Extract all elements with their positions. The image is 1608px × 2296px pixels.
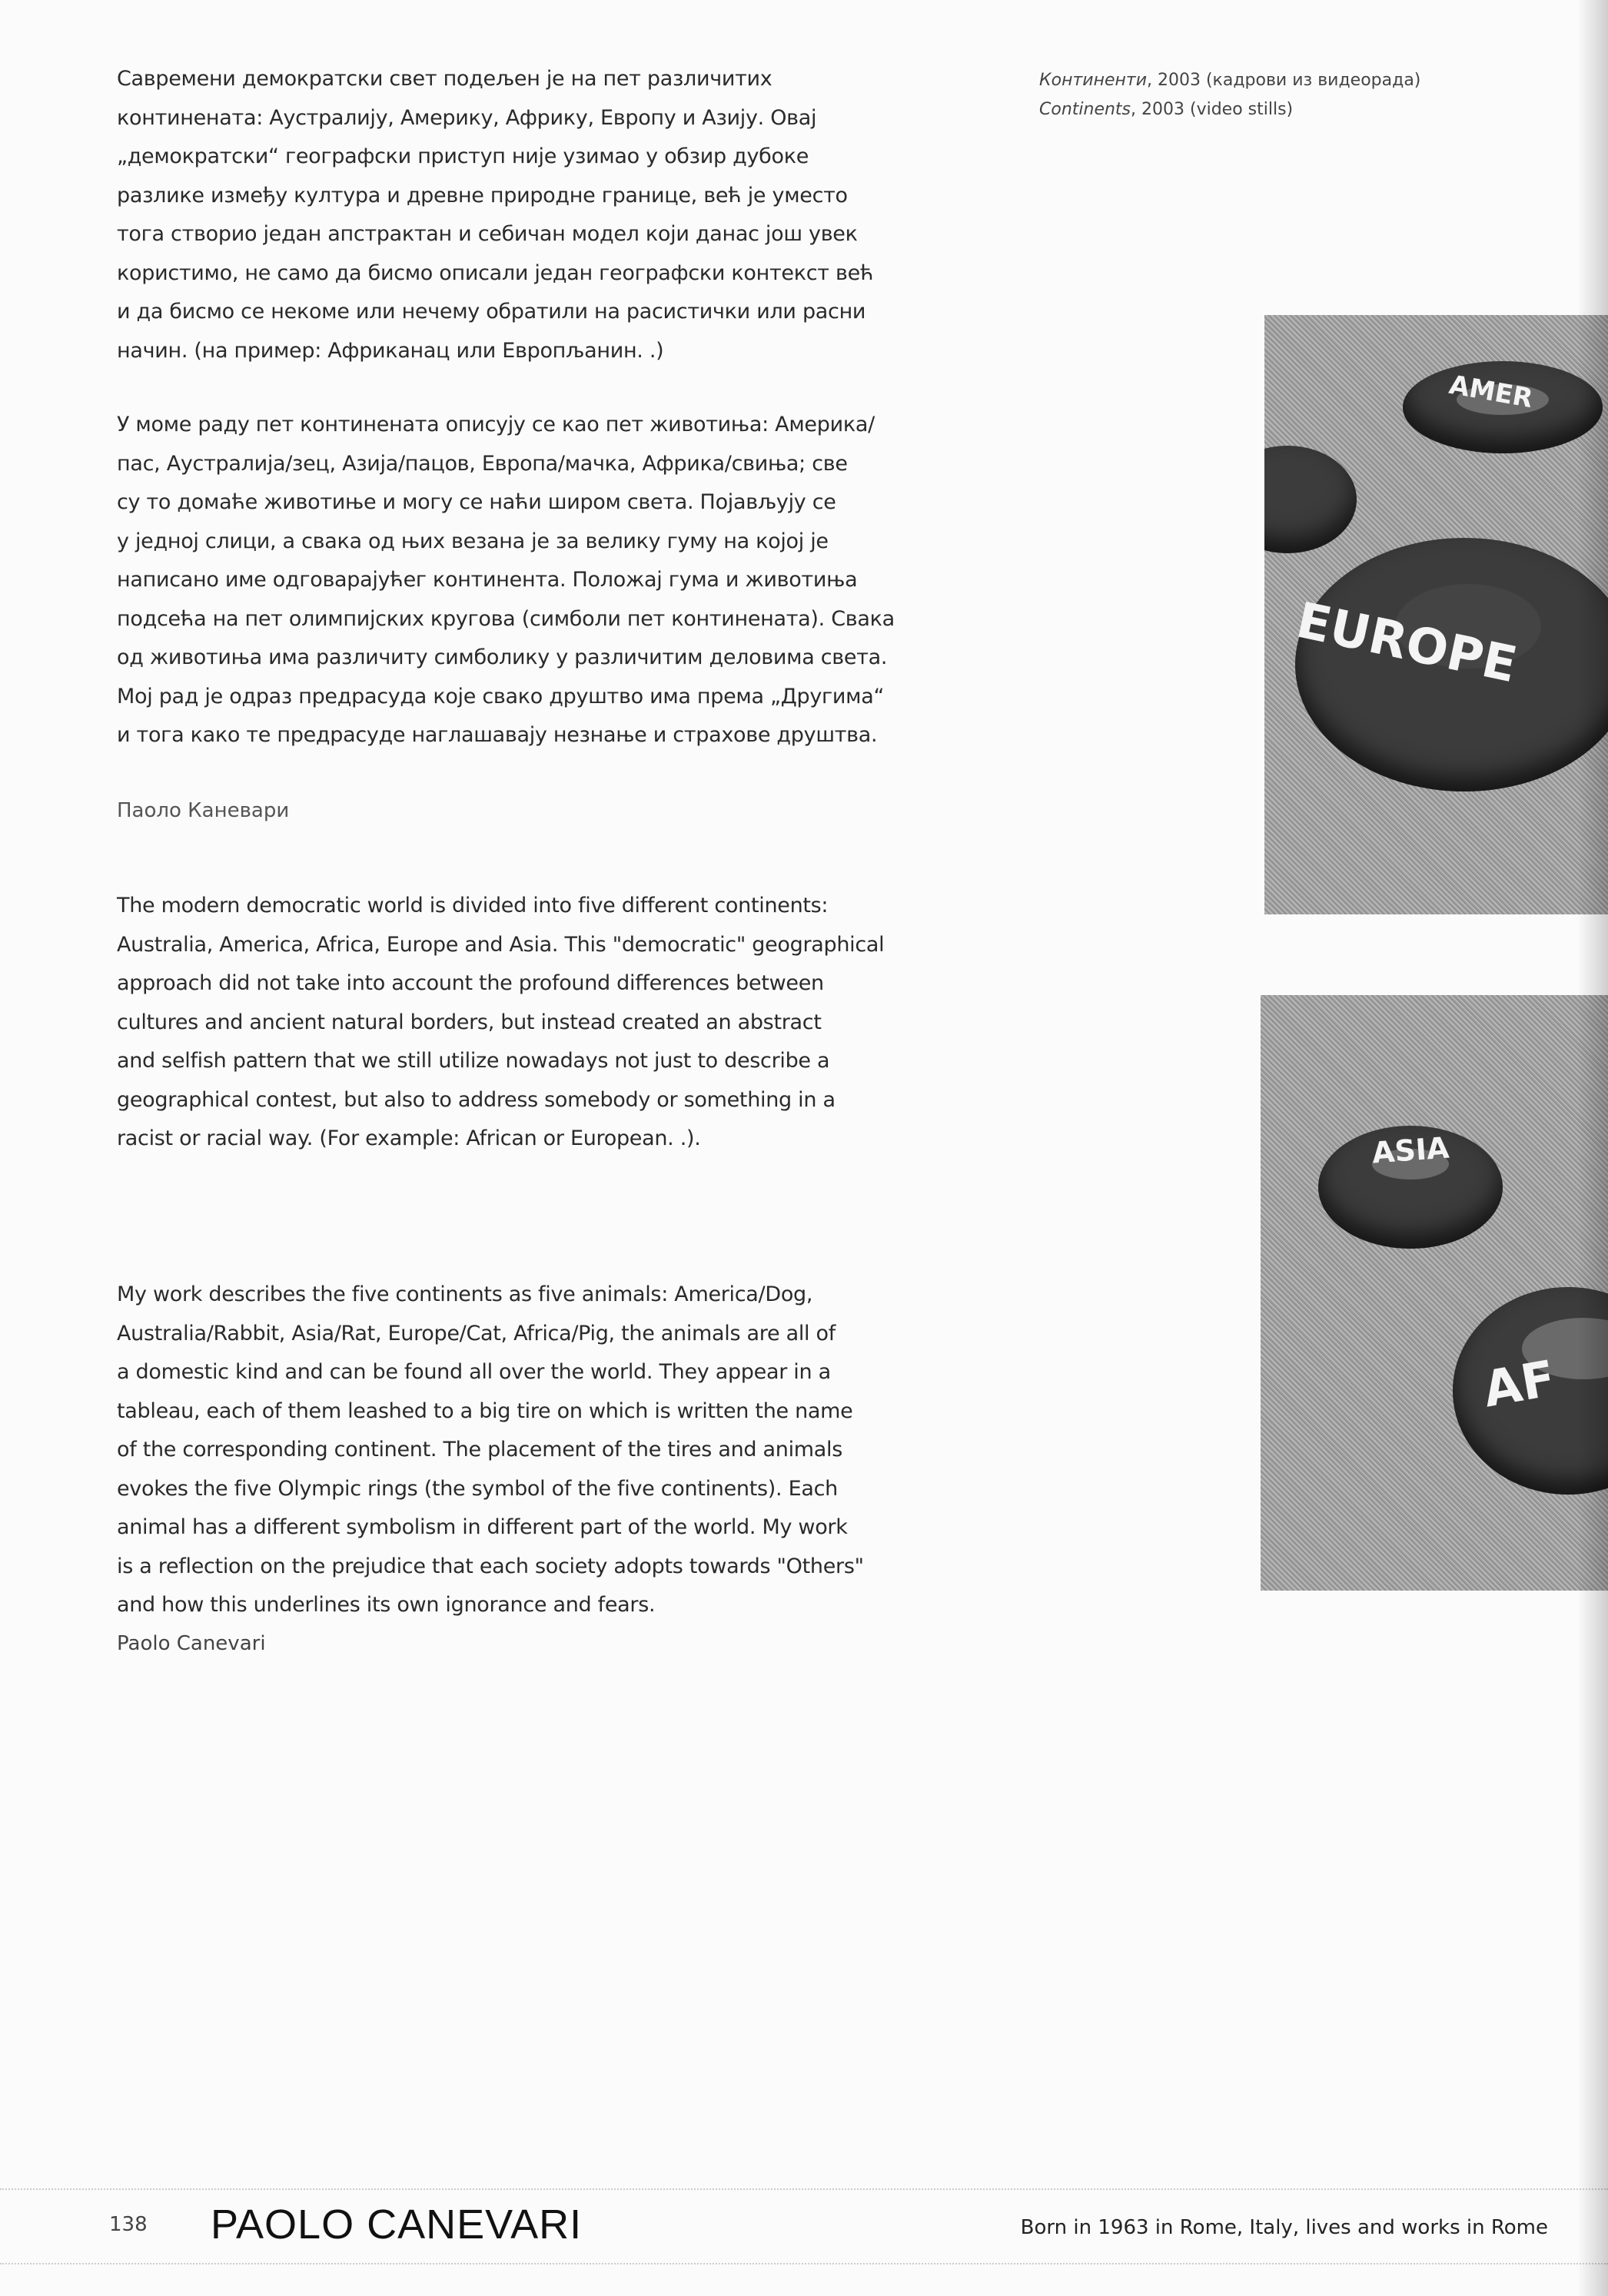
text-line: Australia/Rabbit, Asia/Rat, Europe/Cat, Africa/Pig, the animals are all of xyxy=(117,1321,836,1345)
text-line: of the corresponding continent. The placement of the tires and animals xyxy=(117,1438,843,1462)
english-paragraph-1 xyxy=(117,887,884,1159)
text-line: Савремени демократски свет подељен је на пет различитих xyxy=(117,67,772,91)
text-line: Australia, America, Africa, Europe and Asia. This "democratic" geographical xyxy=(117,932,885,957)
text-line: a domestic kind and can be found all over the world. They appear in a xyxy=(117,1360,831,1384)
tire-label: AF xyxy=(1479,1350,1560,1419)
text-line: „демократски“ географски приступ није узимао у обзир дубоке xyxy=(117,144,809,168)
caption-serbian-rest: , 2003 (кадрови из видеорада) xyxy=(1147,71,1421,90)
text-line: racist or racial way. (For example: African or European. .). xyxy=(117,1126,701,1150)
artist-bio: Born in 1963 in Rome, Italy, lives and works in Rome xyxy=(1020,2216,1548,2239)
text-line: The modern democratic world is divided into five different continents: xyxy=(117,894,829,917)
caption-english-rest: , 2003 (video stills) xyxy=(1131,100,1294,119)
text-line: My work describes the five continents as five animals: America/Dog, xyxy=(117,1282,813,1306)
text-line: подсећа на пет олимпијских кругова (симболи пет континената). Свака xyxy=(117,606,895,631)
tire-label: EUROPE xyxy=(1291,592,1522,695)
text-line: разлике између култура и древне природне границе, већ је уместо xyxy=(117,183,848,207)
text-line: написано име одговарајућег континента. Положај гума и животиња xyxy=(117,568,858,592)
tire-label: ASIA xyxy=(1370,1130,1450,1170)
serbian-paragraph-2 xyxy=(117,406,895,755)
text-line: is a reflection on the prejudice that each society adopts towards "Others" xyxy=(117,1554,864,1578)
text-line: Мој рад је одраз предрасуда које свако друштво има према „Другима“ xyxy=(117,684,885,708)
artist-name: PAOLO CANEVARI xyxy=(211,2201,583,2248)
text-line: користимо, не само да бисмо описали један географски контекст већ xyxy=(117,260,874,285)
text-line: approach did not take into account the profound differences between xyxy=(117,971,824,995)
tire xyxy=(1264,446,1357,553)
tire xyxy=(1291,538,1608,791)
video-still-2 xyxy=(1261,995,1608,1591)
footer-rule-top xyxy=(0,2188,1608,2190)
tire xyxy=(1318,1126,1503,1249)
text-line: и да бисмо се некоме или нечему обратили на расистички или расни xyxy=(117,300,866,323)
caption-english-title: Continents xyxy=(1039,100,1131,119)
footer-rule-bottom xyxy=(0,2263,1608,2264)
image-caption xyxy=(1039,66,1420,124)
text-line: и тога како те предрасуде наглашавају незнање и страхове друштва. xyxy=(117,723,878,747)
text-line: пас, Аустралија/зец, Азија/пацов, Европа/мачка, Африка/свиња; све xyxy=(117,451,848,476)
text-line: animal has a different symbolism in different part of the world. My work xyxy=(117,1515,848,1539)
text-line: тога створио један апстрактан и себичан модел који данас још увек xyxy=(117,222,858,246)
text-line: and how this underlines its own ignorance and fears. xyxy=(117,1593,656,1617)
text-line: начин. (на пример: Африканац или Европљанин. .) xyxy=(117,338,664,363)
video-still-1 xyxy=(1264,315,1608,914)
text-line: tableau, each of them leashed to a big tire on which is written the name xyxy=(117,1399,853,1423)
text-line: and selfish pattern that we still utilize nowadays not just to describe a xyxy=(117,1049,830,1073)
text-line: од животиња има различиту симболику у различитим деловима света. xyxy=(117,645,888,669)
text-line: cultures and ancient natural borders, but instead created an abstract xyxy=(117,1010,822,1034)
text-line: evokes the five Olympic rings (the symbol of the five continents). Each xyxy=(117,1476,838,1501)
text-line: континената: Аустралију, Америку, Африку, Европу и Азију. Овај xyxy=(117,105,817,130)
page-fold-shadow xyxy=(1577,0,1608,2296)
english-paragraph-2 xyxy=(117,1276,864,1625)
serbian-signature: Паоло Каневари xyxy=(117,799,290,822)
serbian-paragraph-1 xyxy=(117,60,873,370)
page-number: 138 xyxy=(109,2213,148,2236)
caption-serbian-title: Континенти xyxy=(1039,71,1147,90)
text-line: geographical contest, but also to address somebody or something in a xyxy=(117,1087,836,1112)
text-line: у једној слици, а свака од њих везана је за велику гуму на којој је xyxy=(117,529,829,553)
text-line: У моме раду пет континената описују се као пет животиња: Америка/ xyxy=(117,413,875,436)
text-line: су то домаће животиње и могу се наћи широм света. Појављују се xyxy=(117,490,836,514)
english-signature: Paolo Canevari xyxy=(117,1632,266,1655)
tire xyxy=(1403,361,1603,453)
tire-label: AMER xyxy=(1447,369,1536,415)
